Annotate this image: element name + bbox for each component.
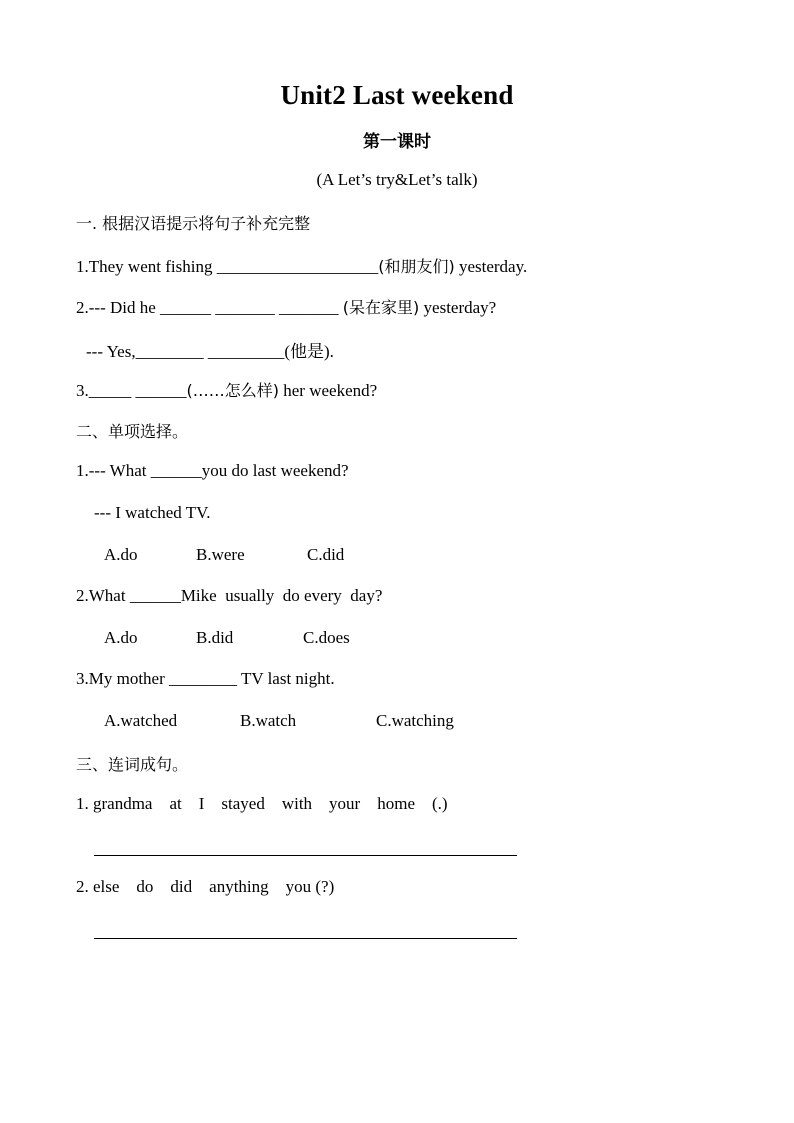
q3-hint: (……怎么样) bbox=[186, 381, 279, 400]
section2-question-3: 3.My mother ________ TV last night. bbox=[76, 669, 335, 688]
lesson-period: 第一课时 bbox=[363, 132, 431, 152]
q2-option-c: C.does bbox=[303, 628, 350, 647]
q2-text: 2.--- Did he ______ _______ _______ bbox=[76, 298, 343, 317]
q2-end: yesterday? bbox=[419, 298, 497, 317]
q2-option-b: B.did bbox=[196, 628, 234, 647]
section2-question-1: 1.--- What ______you do last weekend? bbox=[76, 461, 349, 480]
lesson-part: (A Let’s try&Let’s talk) bbox=[316, 170, 478, 189]
answer-line-1 bbox=[94, 855, 517, 856]
q1-text: 1.They went fishing ___________________ bbox=[76, 257, 379, 276]
section3-question-2: 2. else do did anything you (?) bbox=[76, 877, 335, 896]
q1-option-a: A.do bbox=[104, 545, 138, 564]
section1-question-2-answer: --- Yes,________ _________(他是). bbox=[86, 342, 334, 361]
q3-text: 3._____ ______ bbox=[76, 381, 187, 400]
q3-option-a: A.watched bbox=[104, 711, 178, 730]
q1-hint: (和朋友们) bbox=[378, 257, 455, 276]
q1-option-b: B.were bbox=[196, 545, 245, 564]
q2-hint: (呆在家里) bbox=[342, 298, 420, 317]
section3-heading: 三、连词成句。 bbox=[76, 755, 189, 774]
q2-option-a: A.do bbox=[104, 628, 138, 647]
answer-line-2 bbox=[94, 938, 517, 939]
q1-option-c: C.did bbox=[307, 545, 345, 564]
q3-end: her weekend? bbox=[279, 381, 378, 400]
q3-option-c: C.watching bbox=[376, 711, 454, 730]
section2-question-1-answer: --- I watched TV. bbox=[94, 503, 211, 522]
section1-question-3 bbox=[76, 378, 377, 401]
section1-heading: 一. 根据汉语提示将句子补充完整 bbox=[76, 214, 311, 233]
worksheet-title: Unit2 Last weekend bbox=[280, 80, 514, 110]
section3-question-1: 1. grandma at I stayed with your home (.) bbox=[76, 794, 448, 813]
q1-end: yesterday. bbox=[454, 257, 528, 276]
section2-question-2: 2.What ______Mike usually do every day? bbox=[76, 586, 383, 605]
section1-question-2 bbox=[76, 295, 496, 318]
q3-option-b: B.watch bbox=[240, 711, 297, 730]
section2-heading: 二、单项选择。 bbox=[76, 422, 189, 441]
section1-question-1 bbox=[76, 254, 527, 277]
